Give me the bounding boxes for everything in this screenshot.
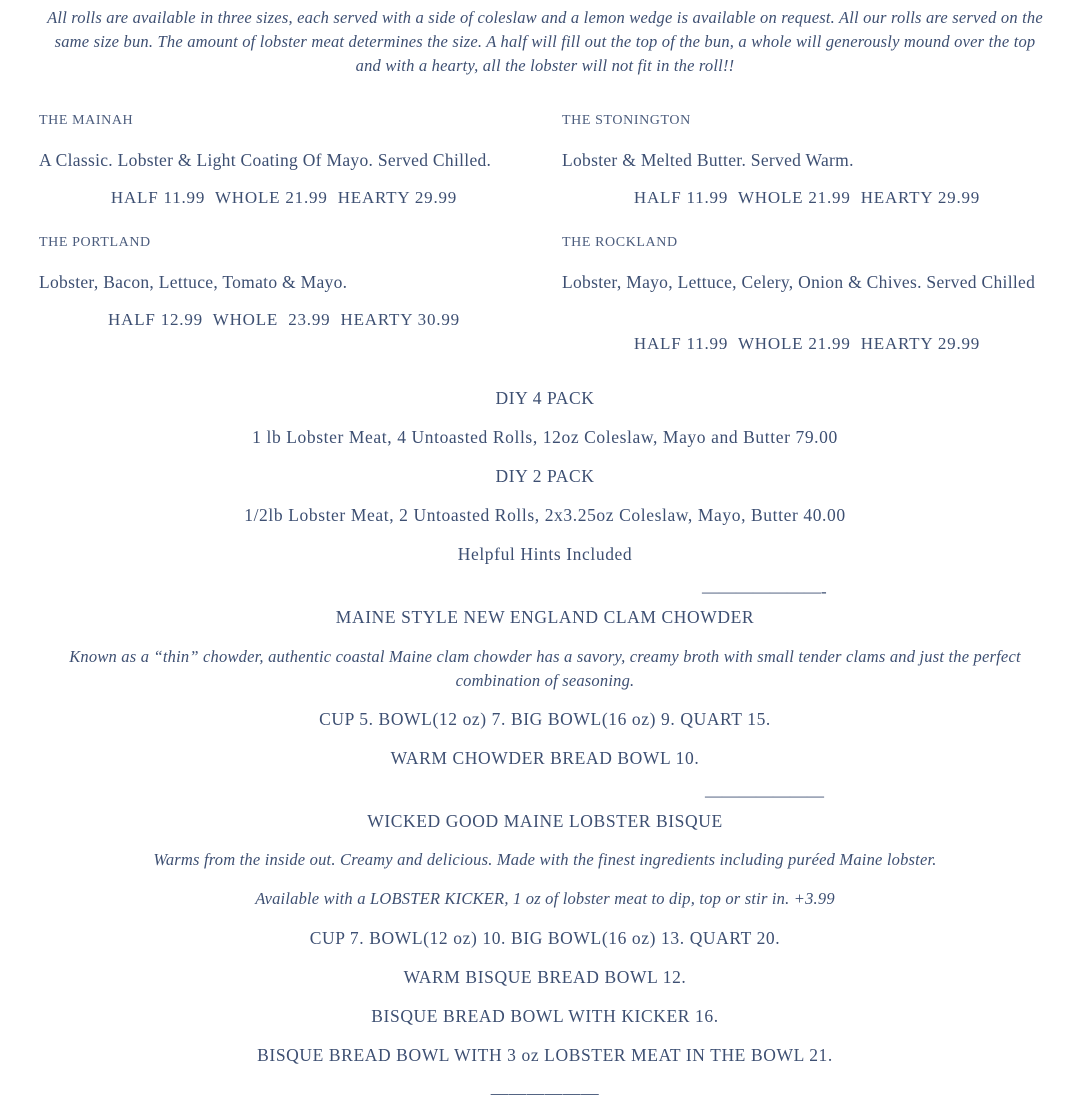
chowder-description: Known as a “thin” chowder, authentic coastal Maine clam chowder has a savory, creamy broth with small tender clams and just the perfect combination of seasoning. xyxy=(69,647,1021,690)
rolls-intro: All rolls are available in three sizes, each served with a side of coleslaw and a lemon wedge is available on request. All our rolls are served on the same size bun. The amount of lobster meat determines the size. A half will fill out the top of the bun, a whole will generously mound over the top and with a hearty, all the lobster will not fit in the roll!! xyxy=(47,8,1043,75)
chowder-bread-bowl: WARM CHOWDER BREAD BOWL 10. xyxy=(390,748,700,768)
roll-name: THE ROCKLAND xyxy=(562,235,678,250)
section-divider: ———————- xyxy=(702,582,827,601)
bisque-description: Warms from the inside out. Creamy and delicious. Made with the finest ingredients including puréed Maine lobster. xyxy=(153,850,937,869)
section-divider: —————— xyxy=(490,1083,600,1103)
roll-name: THE STONINGTON xyxy=(562,113,691,128)
section-divider: ——————— xyxy=(705,786,824,805)
diy-2-pack-title: DIY 2 PACK xyxy=(495,466,595,486)
roll-description: A Classic. Lobster & Light Coating Of Mayo. Served Chilled. xyxy=(39,150,492,170)
roll-price: HALF 11.99 WHOLE 21.99 HEARTY 29.99 xyxy=(633,334,981,353)
bisque-bread-bowl-kicker: BISQUE BREAD BOWL WITH KICKER 16. xyxy=(371,1006,719,1026)
diy-4-pack-description: 1 lb Lobster Meat, 4 Untoasted Rolls, 12oz Coleslaw, Mayo and Butter 79.00 xyxy=(252,427,838,447)
roll-name: THE PORTLAND xyxy=(39,235,151,250)
bisque-title: WICKED GOOD MAINE LOBSTER BISQUE xyxy=(367,811,723,831)
helpful-hints: Helpful Hints Included xyxy=(457,544,633,564)
bisque-kicker-note: Available with a LOBSTER KICKER, 1 oz of lobster meat to dip, top or stir in. +3.99 xyxy=(255,889,835,908)
roll-price: HALF 12.99 WHOLE 23.99 HEARTY 30.99 xyxy=(108,310,460,329)
diy-4-pack-title: DIY 4 PACK xyxy=(495,388,595,408)
roll-price: HALF 11.99 WHOLE 21.99 HEARTY 29.99 xyxy=(110,188,458,207)
bisque-bread-bowl: WARM BISQUE BREAD BOWL 12. xyxy=(403,967,687,987)
chowder-title: MAINE STYLE NEW ENGLAND CLAM CHOWDER xyxy=(335,607,755,627)
roll-name: THE MAINAH xyxy=(39,113,134,128)
chowder-prices: CUP 5. BOWL(12 oz) 7. BIG BOWL(16 oz) 9. QUART 15. xyxy=(319,709,771,729)
bisque-bread-bowl-meat: BISQUE BREAD BOWL WITH 3 oz LOBSTER MEAT IN THE BOWL 21. xyxy=(257,1045,833,1065)
roll-description: Lobster, Bacon, Lettuce, Tomato & Mayo. xyxy=(39,272,348,292)
roll-description: Lobster & Melted Butter. Served Warm. xyxy=(562,150,854,170)
bisque-prices: CUP 7. BOWL(12 oz) 10. BIG BOWL(16 oz) 13. QUART 20. xyxy=(309,928,781,948)
roll-description: Lobster, Mayo, Lettuce, Celery, Onion & Chives. Served Chilled xyxy=(562,272,1036,292)
roll-price: HALF 11.99 WHOLE 21.99 HEARTY 29.99 xyxy=(633,188,981,207)
diy-2-pack-description: 1/2lb Lobster Meat, 2 Untoasted Rolls, 2x3.25oz Coleslaw, Mayo, Butter 40.00 xyxy=(244,505,846,525)
